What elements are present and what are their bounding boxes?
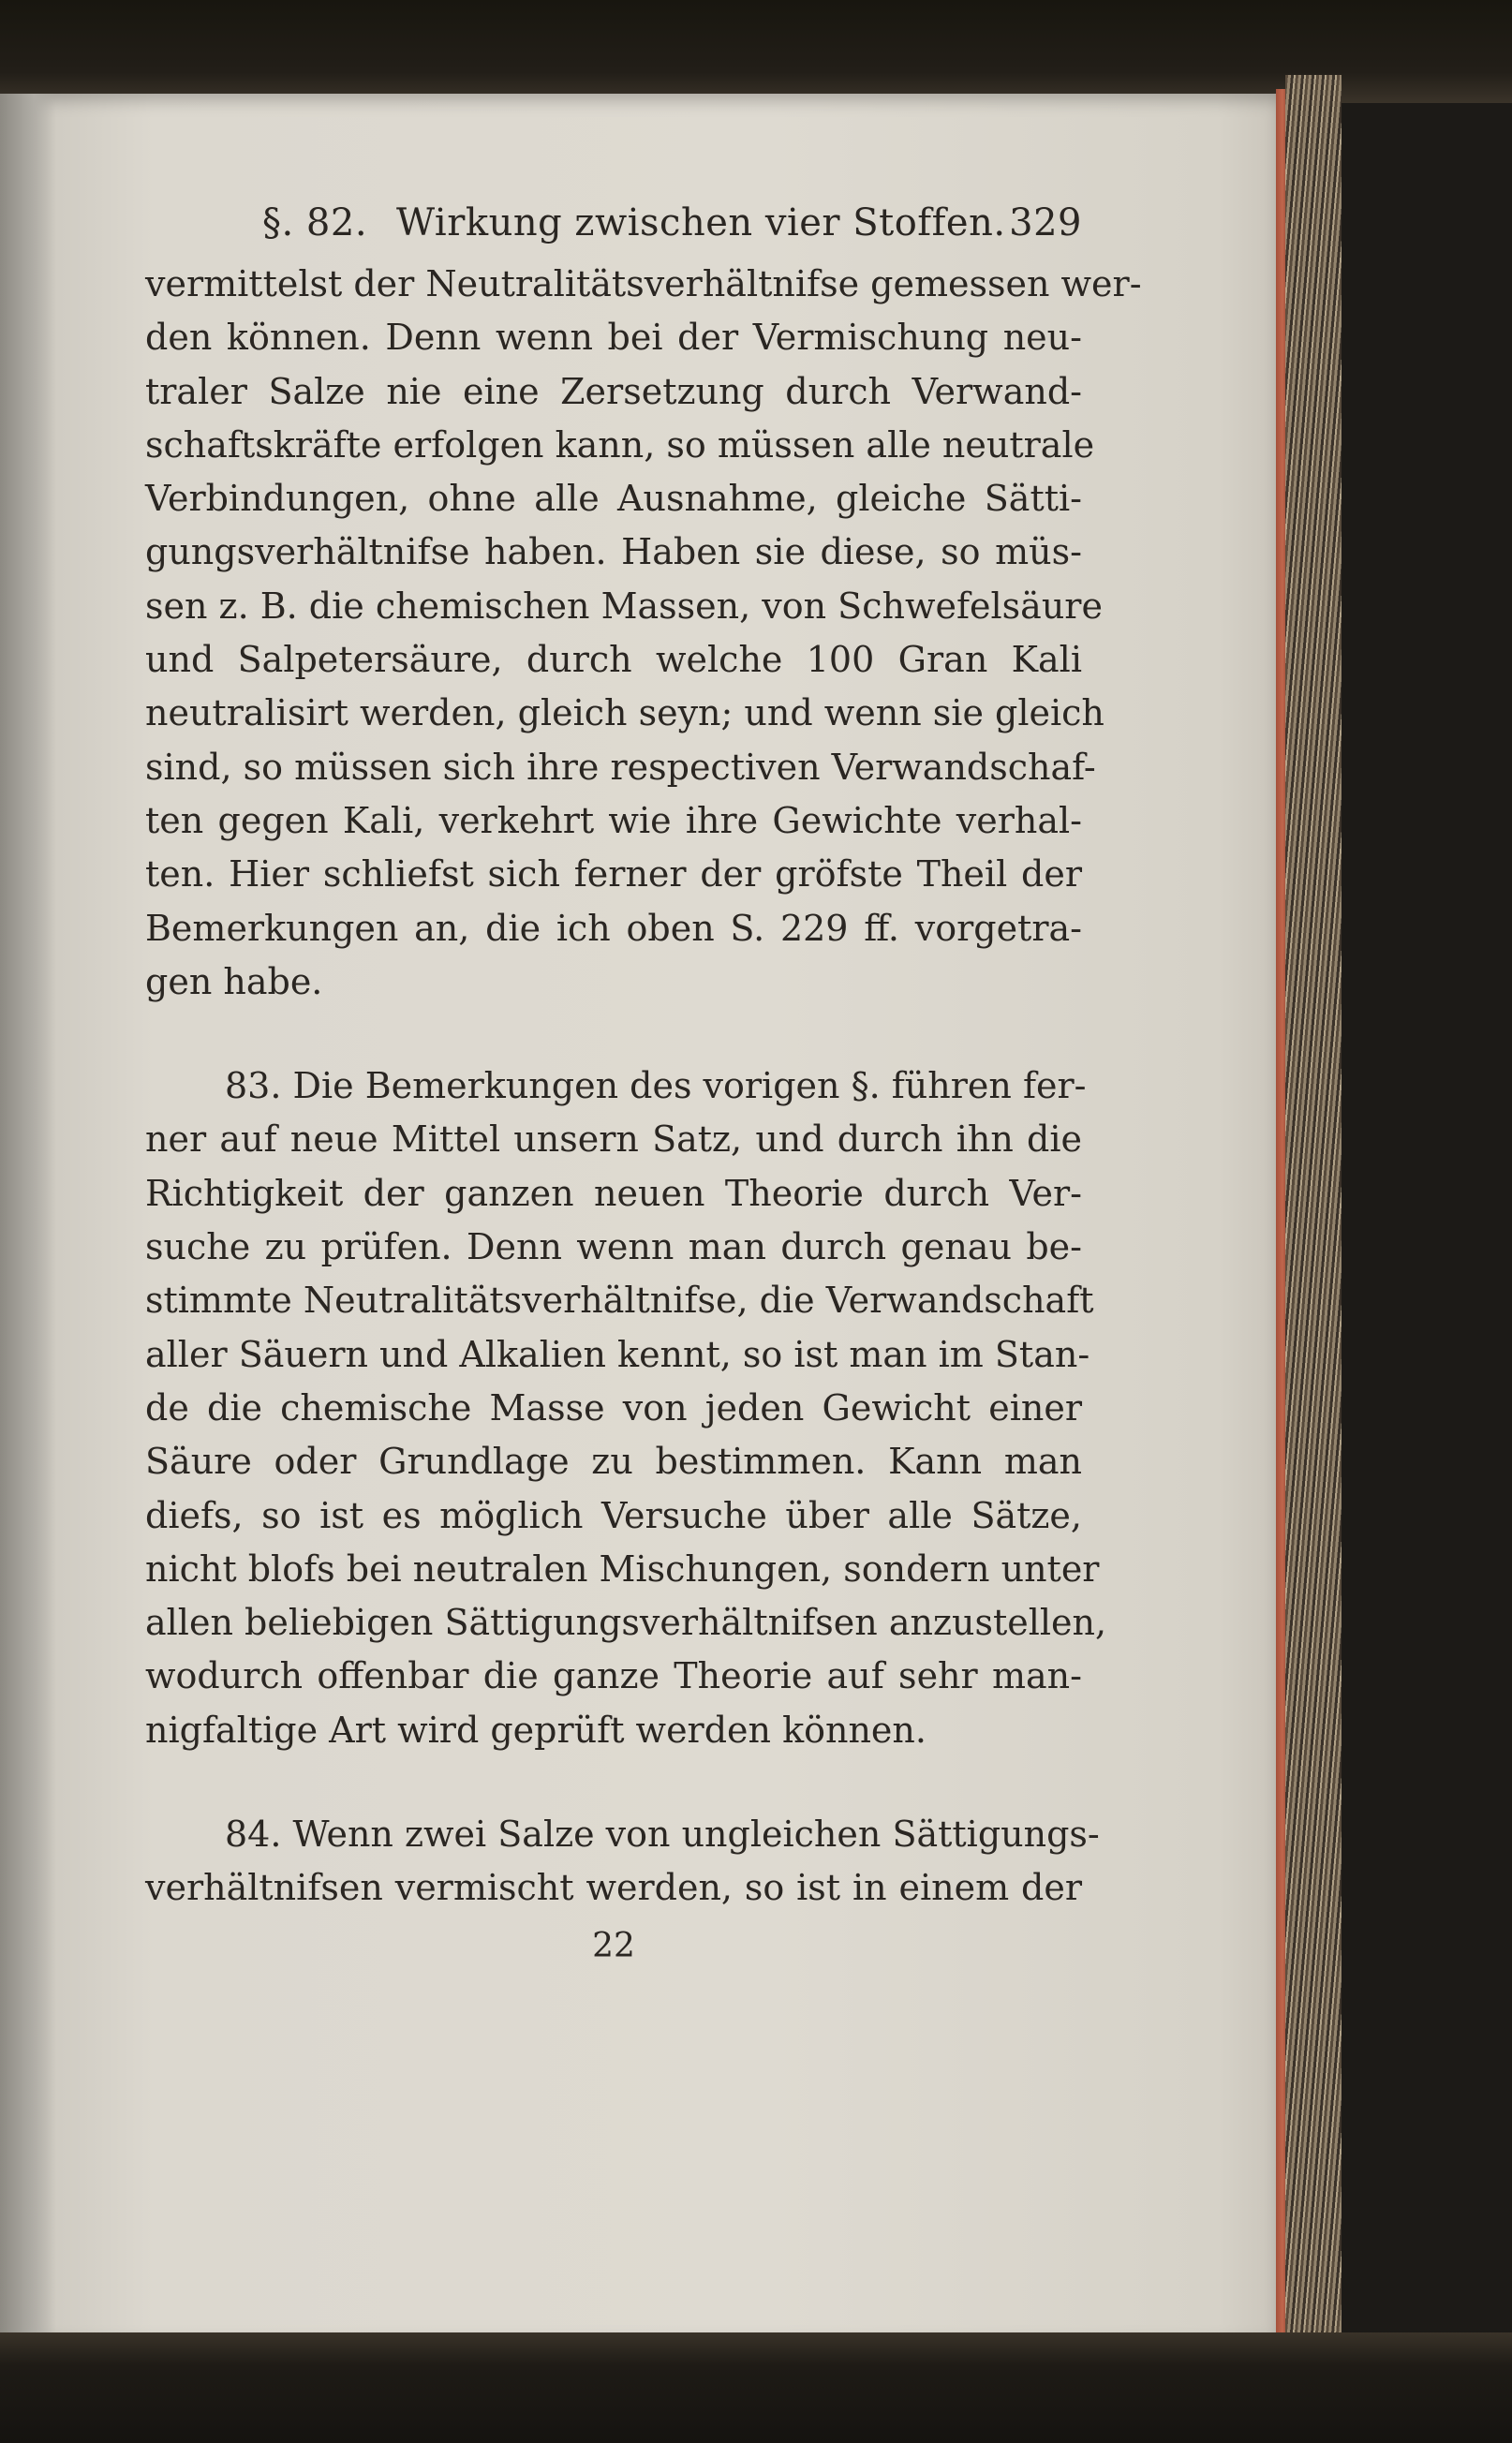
running-header — [145, 201, 1082, 258]
text-line: wodurch offenbar die ganze Theorie auf sehr man- — [145, 1655, 1082, 1697]
text-line: suche zu prüfen. Denn wenn man durch genau be- — [145, 1226, 1082, 1268]
paragraph-gap — [145, 1757, 1082, 1808]
page-gutter — [0, 94, 56, 2337]
text-line: Richtigkeit der ganzen neuen Theorie durch Ver- — [145, 1172, 1082, 1214]
text-line: schaftskräfte erfolgen kann, so müssen alle neutrale — [145, 423, 1095, 466]
text-line: gen habe. — [145, 960, 323, 1002]
header-section: §. 82. — [262, 201, 368, 244]
text-line: vermittelst der Neutralitätsverhältnifse gemessen wer- — [145, 263, 1142, 304]
text-line: gungsverhältnifse haben. Haben sie diese, so müs- — [145, 531, 1082, 573]
paragraph-gap — [145, 1009, 1082, 1059]
bottom-book-edge — [0, 2332, 1512, 2443]
header-title: Wirkung zwischen vier Stoffen. — [396, 201, 1006, 244]
text-line: diefs, so ist es möglich Versuche über alle Sätze, — [145, 1494, 1082, 1536]
paragraph-2 — [145, 1059, 1107, 1757]
text-line: Säure oder Grundlage zu bestimmen. Kann man — [145, 1441, 1082, 1483]
text-line: Bemerkungen an, die ich oben S. 229 ff. vorgetra- — [145, 907, 1082, 949]
text-line: verhältnifsen vermischt werden, so ist in einem der — [145, 1867, 1082, 1909]
text-line: sen z. B. die chemischen Massen, von Schwefelsäure — [145, 585, 1103, 627]
text-line: nigfaltige Art wird geprüft werden können. — [145, 1709, 926, 1751]
text-line: und Salpetersäure, durch welche 100 Gran Kali — [145, 639, 1082, 681]
paragraph-3 — [145, 1808, 1100, 1916]
text-line: stimmte Neutralitätsverhältnifse, die Verwandschaft — [145, 1280, 1094, 1322]
page-number: 329 — [1009, 201, 1082, 244]
text-line: den können. Denn wenn bei der Vermischung neu- — [145, 317, 1082, 359]
text-line: de die chemische Masse von jeden Gewicht einer — [145, 1386, 1082, 1429]
marbled-fore-edge — [1285, 75, 1342, 2342]
text-line: 84. Wenn zwei Salze von ungleichen Sättigungs- — [225, 1814, 1100, 1856]
text-line: ner auf neue Mittel unsern Satz, und durch ihn die — [145, 1118, 1082, 1161]
text-line: nicht blofs bei neutralen Mischungen, sondern unter — [145, 1547, 1100, 1590]
text-line: ten. Hier schliefst sich ferner der gröfste Theil der — [145, 853, 1082, 896]
text-line: allen beliebigen Sättigungsverhältnifsen anzustellen, — [145, 1602, 1107, 1644]
text-line: 83. Die Bemerkungen des vorigen §. führen fer- — [225, 1065, 1087, 1107]
text-line: neutralisirt werden, gleich seyn; und wenn sie gleich — [145, 692, 1104, 734]
text-line: traler Salze nie eine Zersetzung durch Verwand- — [145, 370, 1082, 412]
text-line: aller Säuern und Alkalien kennt, so ist man im Stan- — [145, 1333, 1090, 1375]
text-line: ten gegen Kali, verkehrt wie ihre Gewichte verhal- — [145, 799, 1082, 841]
text-line: Verbindungen, ohne alle Ausnahme, gleiche Sätti- — [145, 478, 1082, 520]
text-line: sind, so müssen sich ihre respectiven Verwandschaf- — [145, 746, 1096, 788]
page-text — [145, 201, 1142, 1965]
signature-mark: 22 — [592, 1926, 635, 1965]
paragraph-1 — [145, 258, 1142, 1009]
